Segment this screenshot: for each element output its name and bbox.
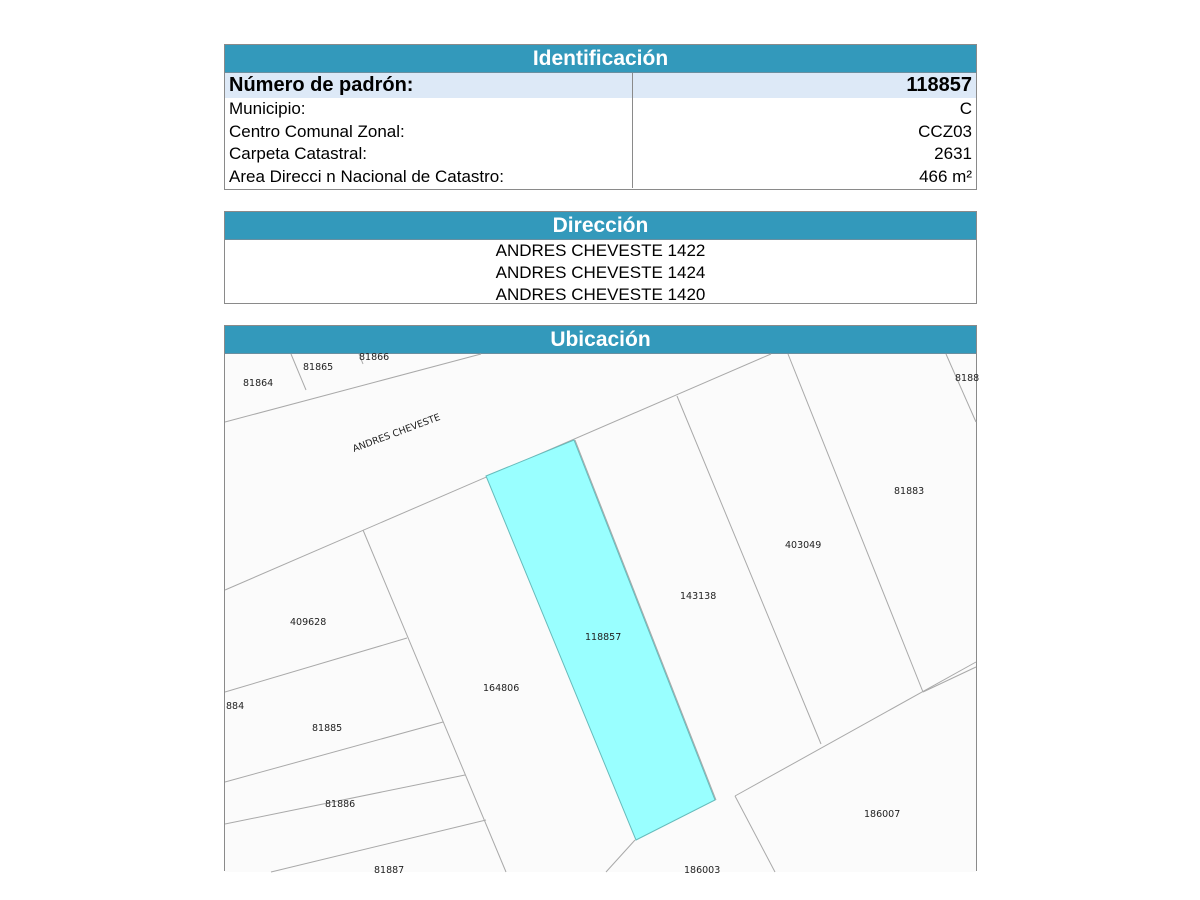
- identificacion-table: [225, 73, 976, 188]
- table-row: [225, 73, 976, 98]
- parcel-label: 409628: [290, 617, 327, 628]
- direccion-panel: [224, 211, 977, 304]
- carpeta-label: Carpeta Catastral:: [225, 143, 633, 166]
- parcel-label: 81864: [243, 378, 274, 389]
- padron-value: 118857: [633, 73, 977, 98]
- parcel-label: 403049: [785, 540, 822, 551]
- area-label: Area Direcci n Nacional de Catastro:: [225, 166, 633, 189]
- parcel-label: 8188: [955, 373, 980, 384]
- parcel-label: 884: [226, 701, 245, 712]
- parcel-label: 81883: [894, 486, 925, 497]
- parcel-label: 186007: [864, 809, 901, 820]
- area-value: 466 m²: [919, 166, 972, 186]
- carpeta-value: 2631: [934, 144, 972, 164]
- direccion-header: Dirección: [225, 212, 976, 240]
- parcel-label: 186003: [684, 865, 721, 876]
- street-label: ANDRES CHEVESTE: [351, 412, 442, 455]
- parcel-label: 143138: [680, 591, 717, 602]
- ccz-value: CCZ03: [918, 121, 972, 141]
- municipio-label: Municipio:: [225, 98, 633, 121]
- parcel-label: 81887: [374, 865, 405, 876]
- address-line: ANDRES CHEVESTE 1420: [495, 285, 706, 304]
- padron-label: Número de padrón:: [225, 73, 633, 98]
- table-row: [225, 143, 976, 166]
- municipio-value: C: [959, 99, 972, 119]
- parcel-label: 81866: [359, 352, 390, 363]
- parcel-label: 81865: [303, 362, 334, 373]
- ubicacion-header: Ubicación: [225, 326, 976, 354]
- address-line: ANDRES CHEVESTE 1422: [495, 241, 706, 260]
- ccz-label: Centro Comunal Zonal:: [225, 121, 633, 144]
- table-row: [225, 166, 976, 189]
- table-row: [225, 121, 976, 144]
- identificacion-header: Identificación: [225, 45, 976, 73]
- table-row: [225, 98, 976, 121]
- parcel-label: 164806: [483, 683, 520, 694]
- parcel-label: 81886: [325, 799, 356, 810]
- parcel-label: 81885: [312, 723, 343, 734]
- ubicacion-panel: [224, 325, 980, 876]
- cadastral-map[interactable]: [225, 352, 980, 876]
- address-line: ANDRES CHEVESTE 1424: [495, 263, 706, 282]
- parcel-label: 118857: [585, 632, 622, 643]
- identificacion-panel: [224, 44, 977, 190]
